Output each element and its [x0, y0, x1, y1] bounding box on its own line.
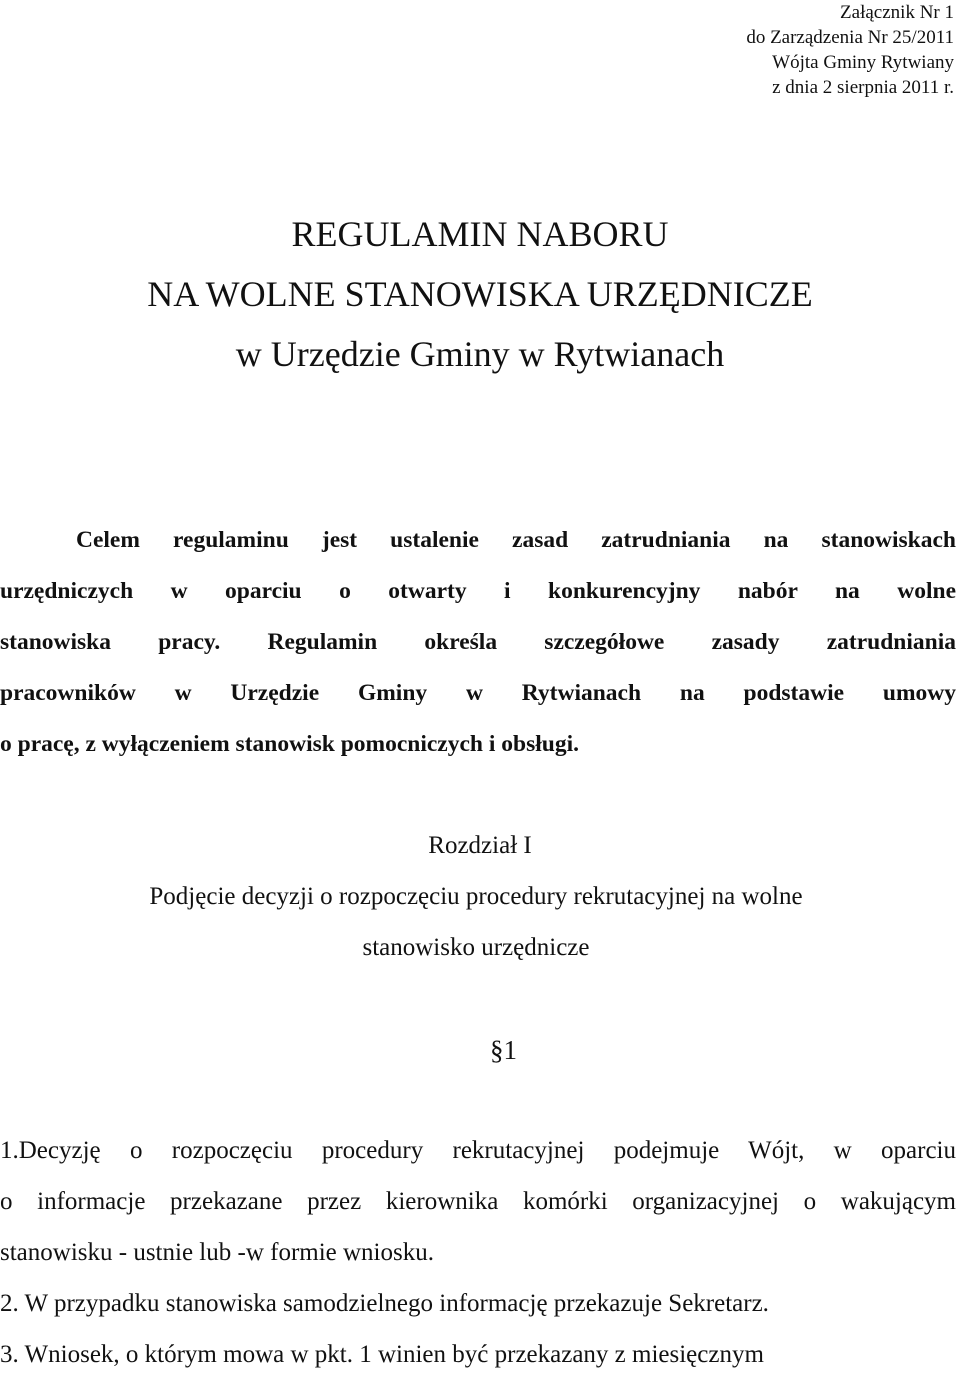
title-line: w Urzędzie Gminy w Rytwianach [235, 334, 725, 374]
section-body [0, 1125, 956, 1380]
title-line: NA WOLNE STANOWISKA URZĘDNICZE [147, 274, 813, 314]
intro-paragraph [0, 515, 956, 770]
intro-line: urzędniczych w oparciu o otwarty i konkurencyjny nabór na wolne [0, 578, 956, 604]
chapter-heading-block [0, 820, 960, 973]
body-line: o informacje przekazane przez kierownika komórki organizacyjnej o wakującym [0, 1188, 956, 1215]
intro-line: stanowiska pracy. Regulamin określa szczegółowe zasady zatrudniania [0, 629, 956, 655]
body-line: 1.Decyzję o rozpoczęciu procedury rekrutacyjnej podejmuje Wójt, w oparciu [0, 1137, 956, 1164]
annex-reference [746, 0, 954, 100]
chapter-subtitle-line: stanowisko urzędnicze [362, 934, 590, 961]
chapter-subtitle-line: Podjęcie decyzji o rozpoczęciu procedury rekrutacyjnej na wolne [149, 883, 803, 910]
section-label: 1 [503, 1035, 517, 1065]
body-line: 3. Wniosek, o którym mowa w pkt. 1 winien być przekazany z miesięcznym [0, 1341, 764, 1368]
section-sign-icon: § [490, 1035, 504, 1065]
document-title [0, 204, 960, 384]
chapter-heading: Rozdział I [428, 832, 532, 859]
intro-line: pracowników w Urzędzie Gminy w Rytwianach na podstawie umowy [0, 680, 956, 706]
annex-line: Załącznik Nr 1 [840, 2, 954, 23]
body-line: stanowisku - ustnie lub -w formie wniosku. [0, 1239, 434, 1266]
annex-line: Wójta Gminy Rytwiany [772, 52, 954, 73]
intro-line: Celem regulaminu jest ustalenie zasad zatrudniania na stanowiskach [76, 527, 956, 553]
intro-line: o pracę, z wyłączeniem stanowisk pomocniczych i obsługi. [0, 731, 579, 757]
annex-line: z dnia 2 sierpnia 2011 r. [772, 77, 954, 98]
title-line: REGULAMIN NABORU [291, 214, 669, 254]
annex-line: do Zarządzenia Nr 25/2011 [746, 27, 954, 48]
section-number [490, 1025, 517, 1076]
body-line: 2. W przypadku stanowiska samodzielnego informację przekazuje Sekretarz. [0, 1290, 769, 1317]
